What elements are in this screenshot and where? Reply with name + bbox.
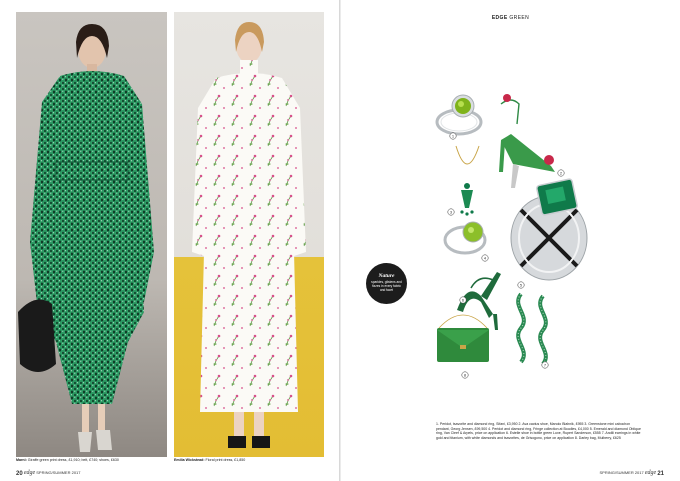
runway-figure-floral: [174, 12, 324, 457]
folio-left: [16, 470, 81, 477]
badge-title: Nature: [378, 273, 395, 279]
marker-4: [482, 255, 488, 261]
svg-text:8: 8: [463, 372, 467, 378]
folio-right: [600, 470, 665, 477]
caption-text: Floral print dress, £1,850: [204, 458, 246, 462]
caption-emilia-wickstead: [174, 458, 245, 462]
cactus-shoe-image: [499, 94, 555, 188]
page-number: 20: [16, 471, 23, 477]
darley-bag-image: [437, 315, 489, 362]
svg-text:5: 5: [519, 282, 523, 288]
runway-photo-green-dress: [16, 12, 167, 457]
andili-earrings-image: [518, 294, 546, 364]
svg-text:4: 4: [483, 255, 487, 261]
pendant-necklace-image: [456, 146, 479, 216]
brand-logo: edge: [23, 470, 36, 476]
fringe-peridot-ring-image: [445, 222, 485, 253]
nature-badge: [366, 263, 407, 304]
caption-designer: Marni:: [16, 458, 27, 462]
issue-label: SPRING/SUMMER 2017: [36, 470, 81, 475]
caption-designer: Emilia Wickstead:: [174, 458, 205, 462]
peridot-ring-image: [437, 95, 481, 134]
brand-logo: edge: [644, 470, 657, 476]
right-page: [341, 0, 680, 481]
svg-text:1: 1: [451, 133, 455, 139]
section-brand: EDGE: [491, 15, 508, 21]
marker-6: [460, 297, 466, 303]
badge-text: sparkles, glistens and fizzes in every fabric and facet: [371, 280, 402, 292]
runway-figure-green: [16, 12, 167, 457]
caption-marni: [16, 458, 119, 462]
marker-2: [558, 170, 564, 176]
emerald-oblique-ring-image: [511, 179, 587, 280]
caption-text: Giraffe green print dress, £1,910; belt, £740; shoes, £630: [26, 458, 119, 462]
runway-photo-floral-dress: [174, 12, 324, 457]
svg-text:2: 2: [559, 170, 563, 176]
svg-text:3: 3: [449, 209, 453, 215]
marker-7: [542, 362, 548, 368]
marker-8: [462, 372, 468, 378]
product-credits: 1. Peridot, tsavorite and diamond ring, Sifani, £3,950 2. Ava cactus shoe, Manolo Blahnik, £955 3. Greenstone mini cabochon pendant, Georg Jensen, £99,500 4. Peridot and diamond ring, Fringe collection at Boodles, £4,000 5. Emerald and diamond Oblique ring, Van Cleef & Arpels, price on application 6. Estelle shoe in bottle green Luxe, Rupert Sanderson, £555 7. Andili earrings in white gold and titanium, with white diamonds and tsavorites, de Grisogono, price on application 8. Darley bag, Mulberry, £625: [436, 422, 641, 440]
svg-text:6: 6: [461, 297, 465, 303]
issue-label: SPRING/SUMMER 2017: [599, 470, 644, 475]
product-collage: [341, 0, 680, 481]
svg-text:7: 7: [543, 362, 547, 368]
marker-1: [450, 133, 456, 139]
marker-5: [518, 282, 524, 288]
section-colour: GREEN: [509, 15, 530, 21]
page-number: 21: [657, 471, 664, 477]
left-page: [0, 0, 339, 481]
marker-3: [448, 209, 454, 215]
